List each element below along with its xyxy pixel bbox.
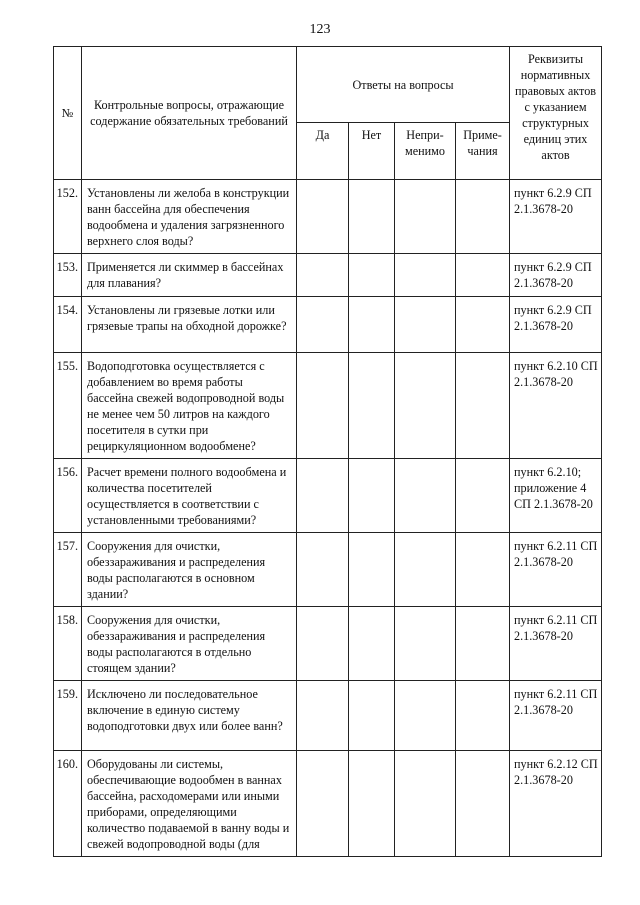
answer-yes-cell[interactable] (297, 681, 349, 751)
row-reference: пункт 6.2.9 СП 2.1.3678-20 (510, 254, 602, 297)
answer-no-cell[interactable] (349, 297, 395, 353)
answer-yes-cell[interactable] (297, 254, 349, 297)
answer-not-applicable-cell[interactable] (395, 751, 456, 857)
row-number: 153. (54, 254, 82, 297)
row-number: 152. (54, 180, 82, 254)
row-question: Оборудованы ли системы, обеспечивающие водообмен в ваннах бассейна, расходомерами или иными приборами, определяющими количество подаваемой в ванну воды и свежей водопроводной воды (для (82, 751, 297, 857)
row-number: 157. (54, 533, 82, 607)
answer-not-applicable-cell[interactable] (395, 254, 456, 297)
header-notes: Приме-чания (456, 123, 510, 180)
header-not-applicable: Непри-менимо (395, 123, 456, 180)
table-row (54, 533, 602, 607)
header-number: № (54, 47, 82, 180)
table-row (54, 180, 602, 254)
row-reference: пункт 6.2.10 СП 2.1.3678-20 (510, 353, 602, 459)
answer-not-applicable-cell[interactable] (395, 459, 456, 533)
table-row (54, 297, 602, 353)
table-row (54, 353, 602, 459)
notes-cell[interactable] (456, 459, 510, 533)
row-reference: пункт 6.2.12 СП 2.1.3678-20 (510, 751, 602, 857)
answer-not-applicable-cell[interactable] (395, 681, 456, 751)
answer-yes-cell[interactable] (297, 459, 349, 533)
row-question: Установлены ли желоба в конструкции ванн бассейна для обеспечения водообмена и удаления загрязненного верхнего слоя воды? (82, 180, 297, 254)
notes-cell[interactable] (456, 681, 510, 751)
row-question: Применяется ли скиммер в бассейнах для плавания? (82, 254, 297, 297)
answer-not-applicable-cell[interactable] (395, 353, 456, 459)
row-reference: пункт 6.2.10; приложение 4 СП 2.1.3678-20 (510, 459, 602, 533)
row-number: 159. (54, 681, 82, 751)
row-question: Сооружения для очистки, обеззараживания и распределения воды располагаются в основном здании? (82, 533, 297, 607)
row-reference: пункт 6.2.11 СП 2.1.3678-20 (510, 533, 602, 607)
answer-no-cell[interactable] (349, 533, 395, 607)
row-question: Исключено ли последовательное включение в единую систему водоподготовки двух или более ванн? (82, 681, 297, 751)
notes-cell[interactable] (456, 607, 510, 681)
answer-yes-cell[interactable] (297, 180, 349, 254)
row-reference: пункт 6.2.11 СП 2.1.3678-20 (510, 681, 602, 751)
row-question: Установлены ли грязевые лотки или грязевые трапы на обходной дорожке? (82, 297, 297, 353)
answer-yes-cell[interactable] (297, 607, 349, 681)
row-question: Водоподготовка осуществляется с добавлением во время работы бассейна свежей водопроводной воды не менее чем 50 литров на каждого посетителя в сутки при рециркуляционном водообмене? (82, 353, 297, 459)
answer-no-cell[interactable] (349, 459, 395, 533)
answer-no-cell[interactable] (349, 751, 395, 857)
row-number: 160. (54, 751, 82, 857)
answer-yes-cell[interactable] (297, 751, 349, 857)
page-number: 123 (309, 22, 331, 37)
answer-no-cell[interactable] (349, 681, 395, 751)
row-number: 154. (54, 297, 82, 353)
answer-yes-cell[interactable] (297, 353, 349, 459)
row-number: 158. (54, 607, 82, 681)
answer-no-cell[interactable] (349, 254, 395, 297)
checklist-table (53, 46, 602, 857)
notes-cell[interactable] (456, 751, 510, 857)
table-row (54, 681, 602, 751)
notes-cell[interactable] (456, 533, 510, 607)
notes-cell[interactable] (456, 353, 510, 459)
table-row (54, 254, 602, 297)
row-question: Расчет времени полного водообмена и количества посетителей осуществляется в соответствии с установленными требованиями? (82, 459, 297, 533)
header-question: Контрольные вопросы, отражающие содержание обязательных требований (82, 47, 297, 180)
row-number: 156. (54, 459, 82, 533)
row-number: 155. (54, 353, 82, 459)
notes-cell[interactable] (456, 254, 510, 297)
notes-cell[interactable] (456, 297, 510, 353)
table-row (54, 751, 602, 857)
answer-not-applicable-cell[interactable] (395, 180, 456, 254)
header-yes: Да (297, 123, 349, 180)
answer-not-applicable-cell[interactable] (395, 533, 456, 607)
row-reference: пункт 6.2.11 СП 2.1.3678-20 (510, 607, 602, 681)
notes-cell[interactable] (456, 180, 510, 254)
row-reference: пункт 6.2.9 СП 2.1.3678-20 (510, 297, 602, 353)
header-answers: Ответы на вопросы (297, 47, 510, 123)
header-requisites: Реквизиты нормативных правовых актов с указанием структурных единиц этих актов (510, 47, 602, 180)
table-row (54, 607, 602, 681)
answer-not-applicable-cell[interactable] (395, 607, 456, 681)
answer-no-cell[interactable] (349, 180, 395, 254)
row-question: Сооружения для очистки, обеззараживания и распределения воды располагаются в отдельно стоящем здании? (82, 607, 297, 681)
header-no: Нет (349, 123, 395, 180)
table-row (54, 459, 602, 533)
answer-no-cell[interactable] (349, 353, 395, 459)
answer-no-cell[interactable] (349, 607, 395, 681)
answer-yes-cell[interactable] (297, 297, 349, 353)
answer-not-applicable-cell[interactable] (395, 297, 456, 353)
row-reference: пункт 6.2.9 СП 2.1.3678-20 (510, 180, 602, 254)
answer-yes-cell[interactable] (297, 533, 349, 607)
